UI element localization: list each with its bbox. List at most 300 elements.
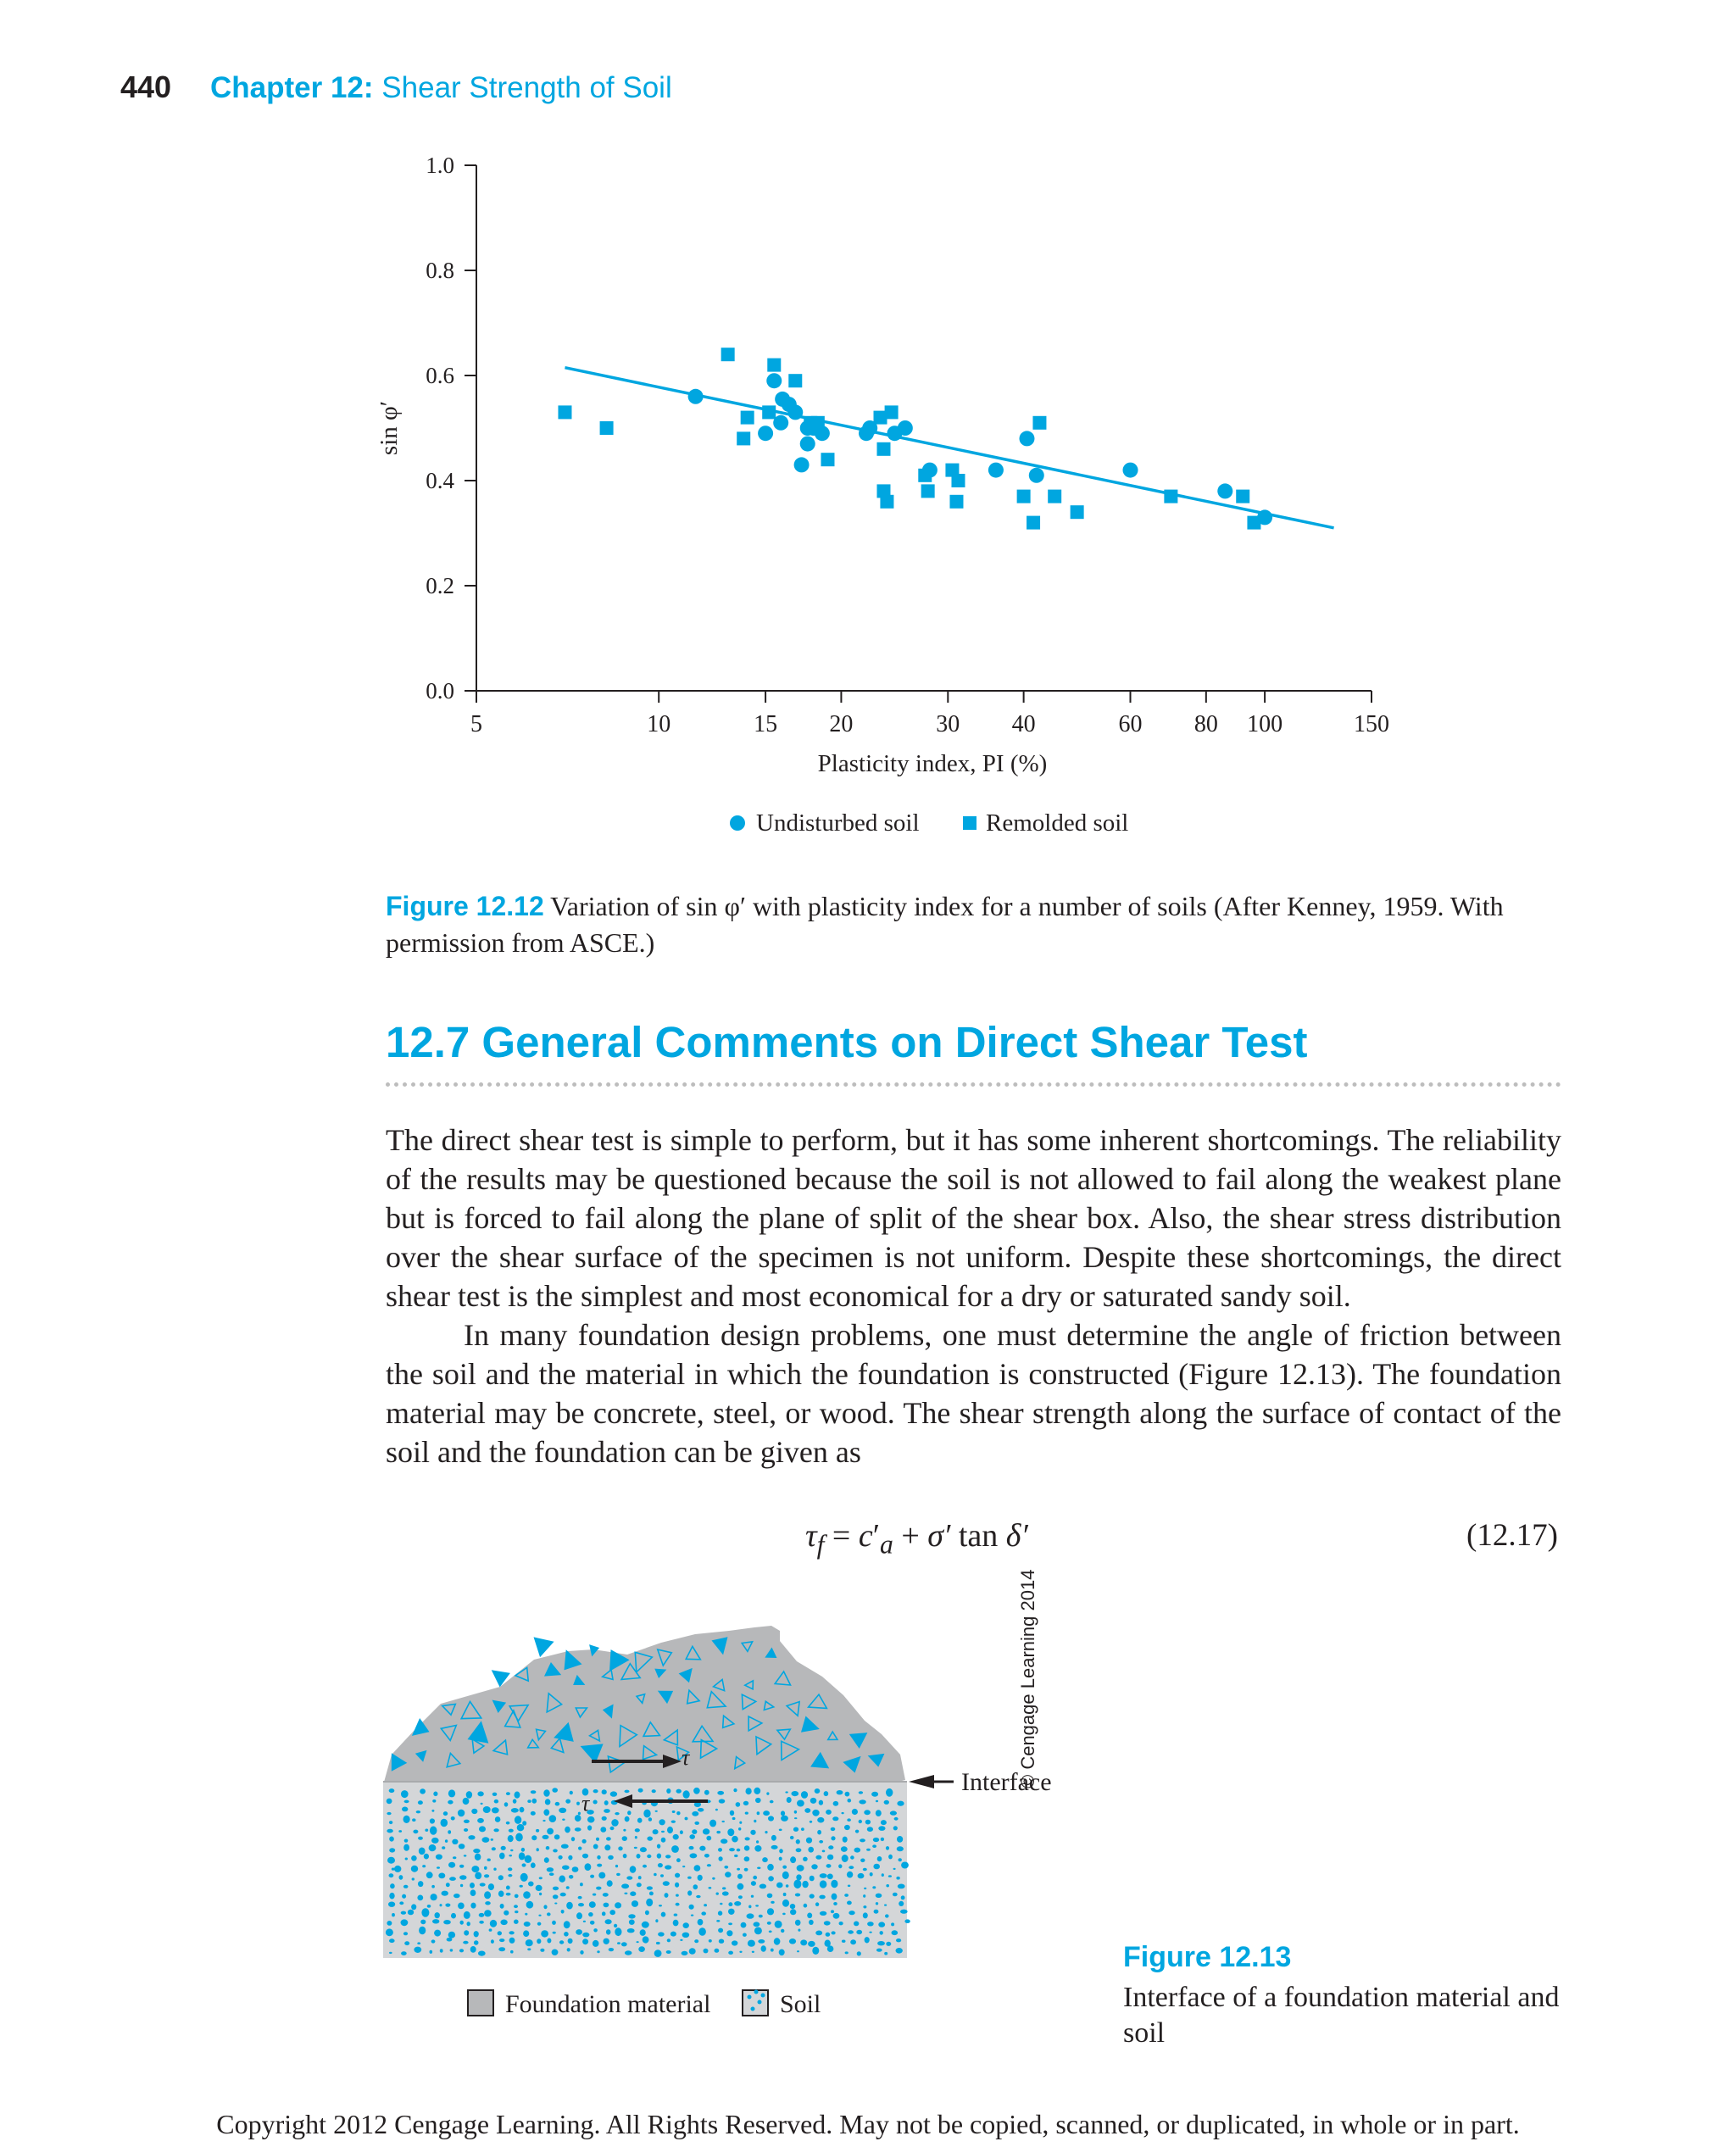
soil-particle (716, 1920, 720, 1922)
soil-particle (615, 1927, 621, 1936)
soil-particle (480, 1883, 486, 1886)
soil-particle (860, 1859, 865, 1863)
soil-particle (746, 1788, 752, 1794)
soil-particle (622, 1836, 627, 1841)
soil-particle (901, 1862, 909, 1869)
soil-particle (555, 1802, 560, 1806)
soil-particle (564, 1921, 570, 1928)
soil-particle (863, 1868, 867, 1872)
soil-particle (744, 1868, 748, 1872)
soil-particle (649, 1892, 654, 1896)
soil-particle (608, 1855, 614, 1860)
soil-particle (815, 1902, 819, 1906)
soil-particle (402, 1807, 408, 1812)
soil-particle (627, 1928, 635, 1933)
soil-particle (682, 1951, 688, 1955)
soil-particle (523, 1891, 531, 1899)
soil-particle (658, 1932, 665, 1936)
soil-particle (418, 1837, 423, 1840)
soil-particle (667, 1938, 670, 1942)
soil-particle (901, 1895, 905, 1899)
soil-particle (566, 1902, 573, 1910)
legend-soil-particle (758, 2000, 762, 2005)
soil-particle (609, 1948, 614, 1951)
soil-particle (459, 1949, 464, 1952)
soil-particle (570, 1791, 573, 1795)
soil-particle (471, 1866, 479, 1872)
soil-particle (680, 1939, 682, 1941)
soil-particle (801, 1791, 808, 1799)
soil-particle (820, 1911, 826, 1916)
soil-particle (541, 1930, 548, 1937)
soil-particle (603, 1893, 609, 1897)
soil-particle (689, 1834, 695, 1839)
soil-particle (401, 1790, 409, 1798)
soil-particle (854, 1848, 861, 1853)
eq-sigma: σ′ (927, 1518, 951, 1554)
soil-particle (604, 1938, 609, 1944)
soil-particle (706, 1836, 711, 1841)
chart-trendline (565, 368, 1333, 528)
soil-particle (448, 1830, 451, 1833)
soil-particle (683, 1922, 689, 1928)
soil-particle (628, 1914, 635, 1918)
soil-particle (527, 1799, 531, 1803)
soil-particle (470, 1946, 476, 1953)
soil-particle (504, 1911, 509, 1916)
figure-12-13-illustration (373, 1594, 1119, 2051)
soil-particle (648, 1817, 652, 1822)
soil-particle (508, 1867, 512, 1871)
soil-particle (593, 1928, 598, 1932)
soil-particle (722, 1821, 725, 1822)
soil-particle (737, 1874, 743, 1879)
soil-particle (727, 1828, 734, 1836)
soil-particle (847, 1872, 853, 1878)
eq-equals: = (832, 1518, 851, 1554)
soil-particle (553, 1932, 556, 1934)
x-tick-label: 100 (1247, 711, 1283, 737)
x-tick-label: 10 (647, 711, 671, 737)
soil-particle (580, 1950, 583, 1955)
soil-particle (515, 1792, 520, 1799)
soil-particle (689, 1948, 696, 1954)
soil-particle (786, 1884, 789, 1888)
soil-particle (453, 1856, 456, 1859)
soil-particle (604, 1844, 610, 1850)
soil-particle (826, 1933, 831, 1937)
legend-soil-particle (761, 1994, 765, 1998)
soil-particle (625, 1816, 630, 1822)
soil-particle (575, 1815, 581, 1822)
soil-particle (582, 1854, 588, 1859)
soil-particle (576, 1802, 580, 1805)
soil-particle (537, 1848, 539, 1851)
soil-particle (689, 1905, 694, 1910)
soil-particle (481, 1803, 483, 1805)
soil-particle (418, 1881, 423, 1887)
soil-particle (394, 1866, 401, 1872)
soil-particle (440, 1904, 442, 1906)
soil-particle (833, 1913, 840, 1919)
soil-particle (676, 1789, 682, 1794)
data-point-remolded (762, 405, 776, 419)
soil-particle (525, 1913, 527, 1916)
soil-particle (606, 1929, 611, 1934)
soil-particle (582, 1933, 589, 1938)
data-point-remolded (1048, 490, 1061, 503)
eq-tau: τ (805, 1518, 817, 1554)
soil-particle (831, 1836, 835, 1840)
soil-particle (781, 1816, 788, 1822)
soil-particle (411, 1855, 417, 1861)
soil-particle (844, 1894, 849, 1897)
soil-particle (597, 1864, 602, 1867)
soil-particle (597, 1855, 600, 1860)
soil-particle (549, 1872, 554, 1876)
soil-particle (732, 1817, 736, 1820)
soil-particle (492, 1847, 496, 1850)
soil-particle (552, 1921, 556, 1925)
soil-particle (553, 1849, 558, 1852)
soil-particle (765, 1831, 767, 1833)
data-point-remolded (1236, 490, 1249, 503)
soil-particle (604, 1800, 609, 1805)
soil-particle (411, 1904, 416, 1910)
soil-particle (520, 1873, 528, 1882)
soil-particle (659, 1819, 665, 1825)
x-tick-label: 5 (470, 711, 482, 737)
soil-particle (520, 1807, 525, 1813)
legend-foundation-label: Foundation material (505, 1990, 711, 2018)
soil-particle (449, 1877, 456, 1881)
soil-particle (464, 1911, 470, 1919)
soil-particle (876, 1894, 882, 1898)
legend-foundation-swatch (468, 1990, 493, 2016)
soil-particle (732, 1836, 738, 1843)
soil-particle (819, 1800, 823, 1805)
soil-particle (443, 1811, 448, 1816)
soil-particle (850, 1855, 854, 1859)
data-point-remolded (1247, 516, 1260, 530)
soil-particle (408, 1910, 414, 1916)
soil-particle (719, 1856, 723, 1861)
data-point-undisturbed (787, 404, 803, 420)
soil-particle (412, 1877, 415, 1880)
soil-particle (824, 1791, 829, 1796)
soil-particle (506, 1822, 510, 1825)
soil-particle (866, 1849, 871, 1851)
soil-particle (709, 1887, 712, 1889)
soil-particle (864, 1810, 871, 1815)
soil-particle (730, 1810, 734, 1816)
soil-particle (848, 1885, 850, 1888)
soil-particle (790, 1909, 796, 1915)
soil-particle (850, 1939, 856, 1944)
soil-particle (884, 1952, 887, 1955)
soil-particle (715, 1949, 720, 1953)
soil-particle (794, 1810, 797, 1814)
soil-particle (790, 1856, 796, 1863)
soil-particle (499, 1938, 504, 1942)
soil-particle (514, 1905, 518, 1908)
soil-particle (904, 1919, 910, 1923)
soil-particle (417, 1942, 420, 1944)
data-point-remolded (741, 411, 754, 425)
soil-particle (827, 1855, 833, 1861)
figure-12-12-chart (356, 136, 1628, 856)
soil-particle (864, 1888, 866, 1889)
soil-particle (900, 1910, 908, 1914)
soil-particle (771, 1949, 774, 1952)
data-point-remolded (1164, 490, 1177, 503)
soil-particle (845, 1792, 850, 1797)
soil-particle (886, 1884, 889, 1887)
soil-particle (790, 1904, 795, 1909)
soil-particle (590, 1921, 595, 1925)
soil-particle (855, 1830, 859, 1833)
soil-particle (434, 1930, 441, 1937)
soil-particle (888, 1855, 893, 1860)
x-tick-label: 150 (1354, 711, 1389, 737)
soil-particle (448, 1932, 455, 1938)
soil-particle (420, 1920, 426, 1925)
soil-particle (694, 1865, 701, 1872)
soil-particle (890, 1810, 897, 1815)
soil-particle (893, 1868, 896, 1870)
figure-12-12-text: Variation of sin φ′ with plasticity index for a number of soils (After Kenney, 1959. With permission from ASCE.) (386, 891, 1504, 958)
soil-particle (789, 1938, 796, 1944)
soil-particle (751, 1895, 754, 1898)
soil-particle (524, 1922, 531, 1927)
soil-particle (839, 1922, 843, 1925)
soil-particle (487, 1859, 491, 1861)
soil-particle (881, 1820, 887, 1825)
soil-particle (638, 1946, 645, 1952)
eq-delta: δ′ (1005, 1518, 1028, 1554)
soil-particle (525, 1855, 532, 1863)
soil-particle (565, 1799, 570, 1804)
soil-particle (389, 1952, 392, 1954)
soil-particle (680, 1830, 683, 1834)
image-credit: © Cengage Learning 2014 (1017, 1569, 1038, 1788)
soil-particle (515, 1833, 523, 1842)
soil-particle (741, 1922, 747, 1928)
soil-particle (404, 1839, 409, 1843)
soil-particle (389, 1893, 394, 1899)
soil-particle (815, 1788, 821, 1794)
data-point-remolded (951, 474, 965, 487)
soil-particle (425, 1829, 428, 1832)
soil-particle (488, 1883, 494, 1890)
soil-particle (422, 1865, 426, 1867)
soil-particle (605, 1919, 612, 1924)
x-tick-label: 15 (754, 711, 778, 737)
soil-particle (635, 1828, 640, 1832)
soil-particle (411, 1866, 418, 1872)
soil-particle (827, 1945, 834, 1952)
copyright-notice: Copyright 2012 Cengage Learning. All Rights Reserved. May not be copied, scanned, or duplicated, in whole or in part. (216, 2109, 1520, 2139)
soil-particle (647, 1886, 653, 1889)
soil-particle (859, 1791, 863, 1794)
soil-particle (876, 1902, 878, 1905)
soil-particle (638, 1876, 642, 1879)
soil-particle (871, 1792, 878, 1797)
soil-particle (593, 1789, 598, 1793)
data-point-undisturbed (988, 463, 1004, 478)
soil-particle (884, 1800, 889, 1805)
y-tick-label: 0.0 (426, 678, 454, 704)
soil-particle (547, 1828, 554, 1835)
paragraph-1: The direct shear test is simple to perform, but it has some inherent shortcomings. The reliability of the results may be questioned because the soil is not allowed to fail along the weakest plane but is forced to fail along the plane of split of the shear box. Also, the shear stress distribution over the shear surface of the specimen is not uniform. Despite these shortcomings, the direct shear test is the simplest and most economical for a dry or saturated sandy soil. (386, 1123, 1561, 1313)
data-point-remolded (788, 374, 802, 387)
soil-particle (894, 1817, 899, 1821)
soil-particle (485, 1901, 491, 1905)
soil-particle (451, 1816, 455, 1821)
soil-particle (610, 1791, 617, 1796)
soil-particle (510, 1950, 514, 1954)
data-point-remolded (949, 495, 963, 509)
soil-particle (624, 1893, 627, 1894)
soil-particle (642, 1922, 649, 1928)
soil-particle (693, 1884, 698, 1889)
soil-particle (490, 1920, 497, 1927)
soil-particle (867, 1827, 873, 1832)
soil-particle (509, 1829, 514, 1833)
data-point-undisturbed (1029, 468, 1044, 483)
equation-12-17 (805, 1517, 1028, 1560)
soil-particle (877, 1856, 882, 1861)
soil-particle (460, 1921, 464, 1925)
soil-particle (431, 1894, 437, 1900)
soil-particle (804, 1808, 810, 1813)
x-axis-label: Plasticity index, PI (%) (817, 750, 1048, 777)
soil-particle (464, 1930, 469, 1935)
soil-particle (509, 1938, 515, 1944)
soil-particle (795, 1894, 800, 1897)
body-text (386, 1121, 1561, 1471)
soil-particle (810, 1821, 812, 1823)
soil-particle (446, 1883, 450, 1887)
soil-particle (661, 1912, 666, 1917)
soil-particle (440, 1949, 443, 1952)
soil-particle (722, 1887, 726, 1889)
soil-particle (792, 1791, 799, 1796)
soil-particle (419, 1848, 426, 1855)
soil-particle (896, 1877, 899, 1880)
soil-particle (470, 1903, 476, 1909)
soil-particle (752, 1951, 754, 1953)
soil-particle (734, 1855, 737, 1857)
soil-particle (803, 1857, 808, 1861)
soil-particle (715, 1809, 718, 1811)
soil-particle (404, 1941, 409, 1945)
soil-particle (837, 1790, 843, 1794)
soil-particle (508, 1835, 514, 1842)
soil-particle (578, 1812, 581, 1816)
soil-particle (549, 1815, 557, 1822)
soil-particle (562, 1866, 570, 1870)
soil-particle (815, 1855, 821, 1860)
soil-particle (810, 1894, 815, 1898)
eq-c-sub: a (880, 1529, 893, 1560)
soil-particle (844, 1825, 850, 1830)
soil-particle (536, 1885, 542, 1891)
soil-particle (647, 1837, 653, 1841)
soil-particle (634, 1847, 637, 1849)
aggregate-triangle (535, 1638, 553, 1656)
chapter-heading (210, 71, 672, 105)
soil-particle (726, 1930, 732, 1936)
soil-particle (869, 1932, 871, 1933)
soil-particle (782, 1899, 789, 1907)
soil-particle (716, 1893, 719, 1895)
soil-particle (728, 1902, 732, 1906)
soil-particle (531, 1811, 536, 1816)
soil-particle (881, 1838, 884, 1841)
soil-particle (719, 1939, 724, 1944)
soil-particle (654, 1873, 657, 1877)
soil-particle (539, 1893, 542, 1895)
soil-particle (689, 1846, 694, 1849)
soil-particle (743, 1933, 747, 1937)
soil-particle (795, 1920, 801, 1926)
soil-particle (797, 1950, 799, 1952)
soil-particle (388, 1902, 395, 1907)
soil-particle (886, 1788, 893, 1797)
soil-particle (585, 1863, 592, 1871)
soil-particle (448, 1800, 453, 1805)
soil-particle (796, 1839, 800, 1844)
data-point-undisturbed (1019, 431, 1034, 446)
soil-particle (405, 1858, 408, 1861)
data-point-undisturbed (688, 389, 704, 404)
soil-particle (593, 1800, 598, 1805)
soil-particle (470, 1889, 476, 1896)
soil-particle (657, 1844, 660, 1849)
soil-particle (458, 1903, 465, 1910)
soil-particle (623, 1829, 626, 1832)
soil-particle (806, 1838, 812, 1844)
soil-particle (675, 1883, 679, 1888)
soil-particle (492, 1807, 499, 1813)
soil-particle (718, 1911, 722, 1916)
soil-particle (831, 1880, 837, 1888)
soil-particle (775, 1921, 782, 1928)
tau-lower-label: τ (581, 1791, 590, 1816)
soil-particle (492, 1793, 498, 1796)
soil-particle (596, 1887, 601, 1890)
soil-particle (547, 1938, 551, 1944)
soil-particle (546, 1846, 550, 1849)
soil-particle (802, 1881, 808, 1888)
soil-particle (781, 1929, 784, 1933)
y-tick-label: 0.2 (426, 573, 454, 598)
soil-particle (537, 1922, 542, 1926)
soil-particle (540, 1949, 544, 1952)
figure-12-13-text: Interface of a foundation material and soil (1123, 1982, 1560, 2049)
soil-particle (658, 1863, 663, 1867)
soil-particle (568, 1855, 572, 1861)
soil-particle (687, 1877, 692, 1879)
soil-particle (762, 1857, 768, 1862)
soil-particle (652, 1789, 656, 1793)
soil-particle (826, 1810, 832, 1815)
soil-particle (589, 1901, 596, 1908)
soil-particle (647, 1855, 651, 1858)
data-point-undisturbed (758, 426, 773, 441)
soil-particle (466, 1791, 472, 1799)
